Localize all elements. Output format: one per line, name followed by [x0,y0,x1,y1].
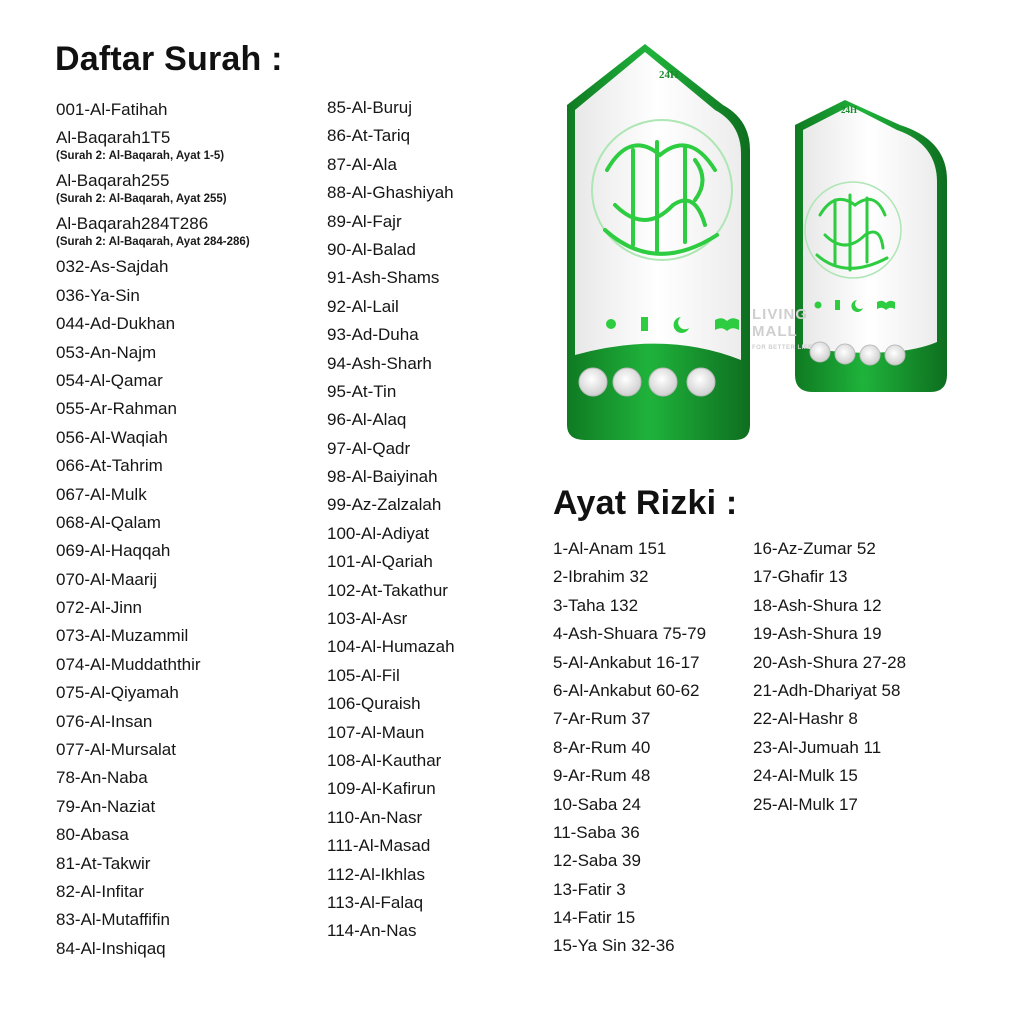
list-item-label: 3-Taha 132 [553,595,639,615]
list-item-label: 79-An-Naziat [56,796,156,816]
list-item [553,878,753,906]
list-item [327,493,527,521]
list-item [56,98,316,126]
list-item [553,934,753,962]
list-item [56,908,316,936]
list-item-label: Al-Baqarah1T5 [56,128,171,148]
list-item-subtitle: (Surah 2: Al-Baqarah, Ayat 1-5) [56,150,225,163]
list-item-subtitle: (Surah 2: Al-Baqarah, Ayat 255) [56,193,227,206]
list-item [553,736,753,764]
list-item [553,679,753,707]
speaker-back [795,100,947,392]
list-item [553,565,753,593]
badge-front: 24H [659,69,679,81]
button-1 [579,368,607,396]
list-item-label: 86-At-Tariq [327,126,411,146]
ayat-rizki-column-2 [753,537,973,821]
list-item [327,749,527,777]
list-item [553,764,753,792]
list-item-label: 91-Ash-Shams [327,268,440,288]
list-item-label: 112-Al-Ikhlas [327,864,425,884]
list-item-label: 1-Al-Anam 151 [553,539,667,558]
list-item [553,821,753,849]
list-item-label: 055-Ar-Rahman [56,399,177,419]
list-item [327,295,527,323]
list-item-label: 11-Saba 36 [553,822,640,842]
list-item-label: 82-Al-Infitar [56,881,144,901]
list-item [56,397,316,425]
list-item-label: 066-At-Tahrim [56,456,163,476]
list-item-label: 074-Al-Muddaththir [56,654,201,674]
button-3 [649,368,677,396]
list-item-label: 032-As-Sajdah [56,257,169,277]
list-item-label: 036-Ya-Sin [56,285,140,305]
list-item-label: 97-Al-Qadr [327,438,411,458]
surah-list-column-2 [327,96,527,948]
list-item-label: 23-Al-Jumuah 11 [753,737,882,757]
list-item [327,806,527,834]
list-item [753,707,973,735]
list-item [753,565,973,593]
list-item-label: 92-Al-Lail [327,296,399,316]
list-item-label: 5-Al-Ankabut 16-17 [553,652,700,672]
list-item-label: 067-Al-Mulk [56,484,147,504]
list-item-label: 96-Al-Alaq [327,410,407,430]
list-item-label: 103-Al-Asr [327,609,408,629]
prayer-icon [641,317,648,331]
list-item [56,681,316,709]
ayat-rizki-heading: Ayat Rizki : [553,484,738,522]
list-item-label: 22-Al-Hashr 8 [753,709,858,729]
list-item [56,369,316,397]
list-item [327,664,527,692]
list-item-label: 114-An-Nas [327,921,417,941]
list-item-label: 105-Al-Fil [327,665,400,685]
list-item-label: 8-Ar-Rum 40 [553,737,651,757]
quran-speaker-illustration [545,30,985,470]
list-item [753,764,973,792]
list-item-label: 072-Al-Jinn [56,598,142,618]
ayat-rizki-column-1 [553,537,753,963]
watermark-logo [752,306,813,357]
list-item [553,651,753,679]
list-item-label: 107-Al-Maun [327,722,425,742]
list-item-label: 93-Ad-Duha [327,325,419,345]
list-item-label: 14-Fatir 15 [553,908,636,928]
list-item [553,622,753,650]
button-4 [687,368,715,396]
list-item [753,651,973,679]
list-item [327,266,527,294]
list-item-label: Al-Baqarah255 [56,171,170,191]
list-item [56,341,316,369]
list-item [753,622,973,650]
list-item-label: 001-Al-Fatihah [56,100,168,119]
list-item [553,793,753,821]
list-item [327,863,527,891]
list-item-label: 19-Ash-Shura 19 [753,624,882,644]
list-item [56,937,316,965]
list-item-label: 95-At-Tin [327,381,397,401]
list-item-label: Al-Baqarah284T286 [56,214,209,234]
list-item [753,594,973,622]
list-item [753,537,973,565]
list-item [327,635,527,663]
list-item [553,906,753,934]
list-item-label: 4-Ash-Shuara 75-79 [553,624,707,644]
list-item [327,522,527,550]
list-item-label: 81-At-Takwir [56,853,151,873]
list-item [327,210,527,238]
list-item [327,550,527,578]
list-item [553,594,753,622]
list-item-label: 99-Az-Zalzalah [327,495,442,515]
list-item-label: 076-Al-Insan [56,711,153,731]
list-item [327,124,527,152]
list-item-label: 104-Al-Humazah [327,637,455,657]
list-item [327,408,527,436]
list-item-label: 78-An-Naba [56,768,148,788]
list-item [753,793,973,821]
list-item-label: 90-Al-Balad [327,239,416,259]
list-item-label: 106-Quraish [327,694,421,714]
list-item-label: 102-At-Takathur [327,580,448,600]
list-item [56,454,316,482]
list-item [327,153,527,181]
list-item-label: 21-Adh-Dhariyat 58 [753,680,901,700]
list-item-label: 10-Saba 24 [553,794,641,814]
list-item [56,795,316,823]
list-item-label: 053-An-Najm [56,342,157,362]
list-item [327,238,527,266]
list-item [56,483,316,511]
list-item [56,823,316,851]
list-item-label: 056-Al-Waqiah [56,427,168,447]
list-item-label: 101-Al-Qariah [327,552,433,572]
list-item [327,919,527,947]
list-item [553,707,753,735]
list-item [327,777,527,805]
list-item-label: 9-Ar-Rum 48 [553,766,651,786]
list-item [56,596,316,624]
list-item-label: 83-Al-Mutaffifin [56,910,171,930]
list-item-label: 6-Al-Ankabut 60-62 [553,680,700,700]
list-item-label: 068-Al-Qalam [56,512,161,532]
list-item-label: 12-Saba 39 [553,851,641,871]
sun-icon [606,319,616,329]
list-item-label: 109-Al-Kafirun [327,779,436,799]
list-item-label: 24-Al-Mulk 15 [753,766,858,786]
list-item-label: 15-Ya Sin 32-36 [553,936,675,956]
list-item-label: 110-An-Nasr [327,807,423,827]
list-item-label: 2-Ibrahim 32 [553,567,649,587]
watermark-line3: FOR BETTER LIFE [752,345,813,351]
list-item-label: 89-Al-Fajr [327,211,402,231]
list-item-label: 044-Ad-Dukhan [56,314,176,334]
list-item [327,181,527,209]
list-item [56,312,316,340]
list-item [56,766,316,794]
list-item-label: 17-Ghafir 13 [753,567,848,587]
list-item [56,738,316,766]
speaker-front [567,44,750,440]
list-item [753,679,973,707]
list-item [56,539,316,567]
list-item-label: 054-Al-Qamar [56,370,163,390]
list-item-label: 88-Al-Ghashiyah [327,183,454,203]
list-item-label: 075-Al-Qiyamah [56,683,179,703]
list-item [56,710,316,738]
list-item [56,511,316,539]
watermark-line1: LIVING [752,306,809,323]
list-item-subtitle: (Surah 2: Al-Baqarah, Ayat 284-286) [56,236,250,249]
list-item [327,96,527,124]
list-item [56,255,316,283]
list-item [327,437,527,465]
list-item-label: 20-Ash-Shura 27-28 [753,652,907,672]
list-item [327,579,527,607]
list-item [56,653,316,681]
list-item-label: 113-Al-Falaq [327,892,424,912]
list-item [327,380,527,408]
list-item-label: 98-Al-Baiyinah [327,467,438,487]
list-item-label: 108-Al-Kauthar [327,750,442,770]
list-item-label: 85-Al-Buruj [327,98,413,117]
list-item [553,849,753,877]
badge-back: 24H [841,105,858,115]
list-item [56,880,316,908]
daftar-surah-heading: Daftar Surah : [55,40,283,78]
list-item [327,834,527,862]
surah-list-column-1 [56,98,316,965]
list-item [56,284,316,312]
list-item-label: 7-Ar-Rum 37 [553,709,651,729]
list-item [327,323,527,351]
list-item-label: 80-Abasa [56,825,129,845]
list-item-label: 25-Al-Mulk 17 [753,794,858,814]
list-item [327,721,527,749]
list-item [56,212,316,249]
list-item-label: 073-Al-Muzammil [56,626,189,646]
watermark-line2: MALL [752,323,798,340]
list-item-label: 16-Az-Zumar 52 [753,539,876,558]
list-item [327,607,527,635]
list-item-label: 077-Al-Mursalat [56,740,176,760]
list-item [327,465,527,493]
list-item-label: 069-Al-Haqqah [56,541,171,561]
list-item [56,169,316,206]
list-item [327,352,527,380]
list-item-label: 13-Fatir 3 [553,879,626,899]
list-item [753,736,973,764]
list-item [553,537,753,565]
list-item [56,426,316,454]
list-item-label: 100-Al-Adiyat [327,523,430,543]
button-2 [613,368,641,396]
list-item [56,126,316,163]
list-item [56,568,316,596]
list-item-label: 84-Al-Inshiqaq [56,938,166,958]
list-item [327,891,527,919]
list-item-label: 94-Ash-Sharh [327,353,432,373]
list-item-label: 111-Al-Masad [327,836,431,856]
list-item [56,624,316,652]
list-item [56,852,316,880]
list-item [327,692,527,720]
list-item-label: 18-Ash-Shura 12 [753,595,882,615]
list-item-label: 87-Al-Ala [327,154,397,174]
list-item-label: 070-Al-Maarij [56,569,158,589]
